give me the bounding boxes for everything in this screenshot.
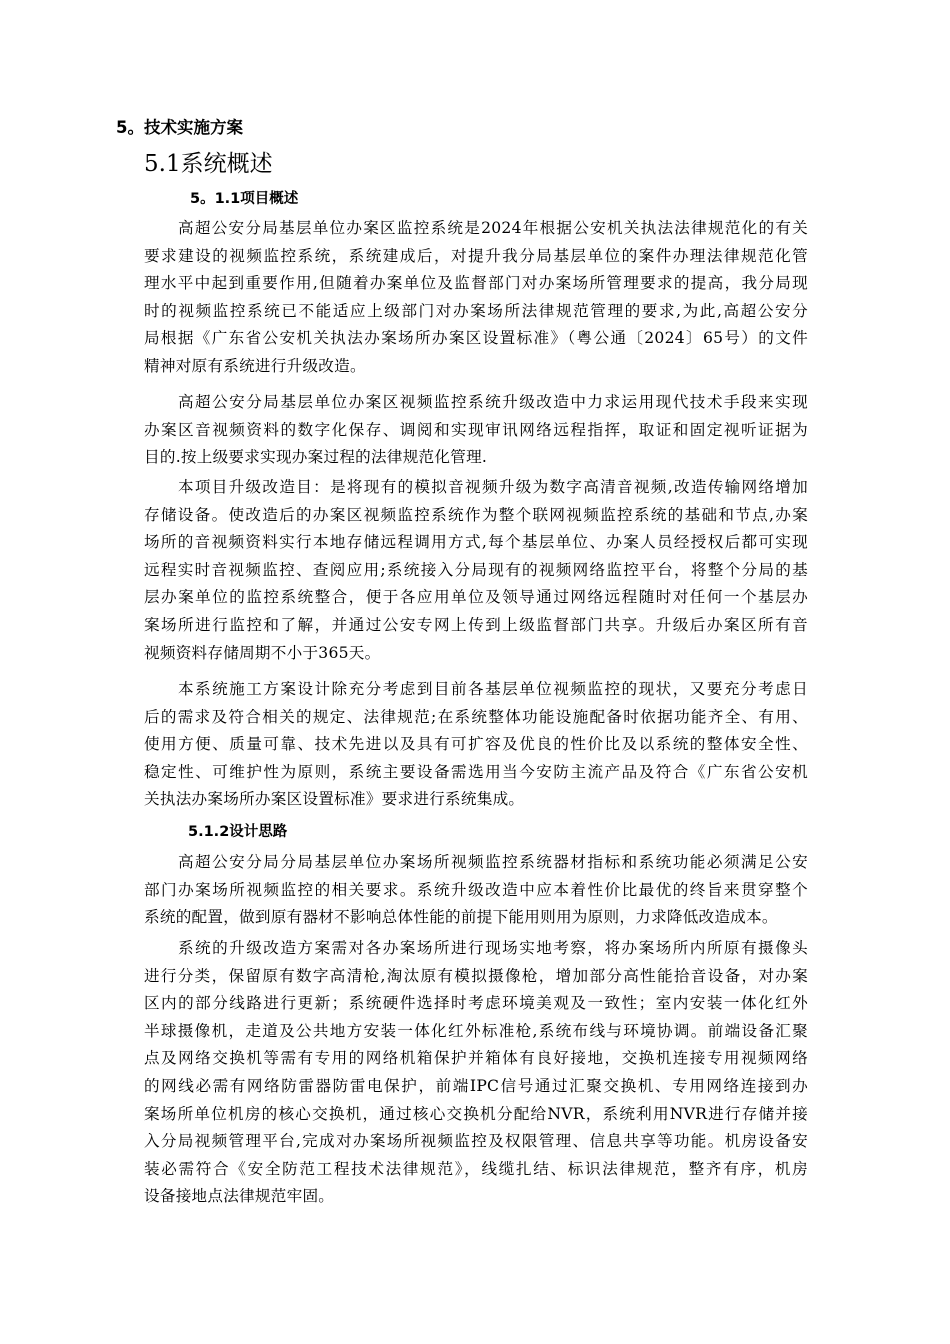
text-line: 本系统施工方案设计除充分考虑到目前各基层单位视频监控的现状，又要充分考虑日 xyxy=(178,680,808,698)
subsection-title-project-overview: 5。1.1项目概述 xyxy=(190,191,299,207)
text-line: 层办案单位的监控系统整合，便于各应用单位及领导通过网络远程随时对任何一个基层办 xyxy=(144,588,808,607)
text-line: 远程实时音视频监控、查阅应用;系统接入分局现有的视频网络监控平台，将整个分局的基 xyxy=(144,560,808,579)
text-line: 存储设备。使改造后的办案区视频监控系统作为整个联网视频监控系统的基础和节点,办案 xyxy=(144,505,808,524)
text-line: 部门办案场所视频监控的相关要求。系统升级改造中应本着性价比最优的终旨来贯穿整个 xyxy=(144,880,808,899)
section-heading: 5。技术实施方案 xyxy=(116,118,243,137)
text-line: 案场所单位机房的核心交换机，通过核心交换机分配给NVR，系统利用NVR进行存储并接 xyxy=(144,1104,808,1123)
text-line: 设备接地点法律规范牢固。 xyxy=(144,1187,335,1206)
text-line: 高超公安分局基层单位办案区监控系统是2024年根据公安机关执法法律规范化的有关 xyxy=(178,219,808,237)
text-line: 要求建设的视频监控系统，系统建成后，对提升我分局基层单位的案件办理法律规范化管 xyxy=(144,246,808,265)
text-line: 半球摄像机，走道及公共地方安装一体化红外标准枪,系统布线与环境协调。前端设备汇聚 xyxy=(144,1021,808,1040)
paragraph xyxy=(144,389,808,472)
paragraph xyxy=(144,474,808,667)
text-line: 理水平中起到重要作用,但随着办案单位及监督部门对办案场所管理要求的提高，我分局现 xyxy=(144,274,808,293)
paragraph xyxy=(144,849,808,932)
text-line: 目的.按上级要求实现办案过程的法律规范化管理. xyxy=(144,448,488,467)
text-line: 局根据《广东省公安机关执法办案场所办案区设置标准》（粤公通〔2024〕65号）的文件 xyxy=(144,329,808,348)
text-line: 精神对原有系统进行升级改造。 xyxy=(144,356,366,375)
text-line: 视频资料存储周期不小于365天。 xyxy=(144,643,381,662)
text-line: 入分局视频管理平台,完成对办案场所视频监控及权限管理、信息共享等功能。机房设备安 xyxy=(144,1132,808,1151)
text-line: 后的需求及符合相关的规定、法律规范;在系统整体功能设施配备时依据功能齐全、有用、 xyxy=(144,707,808,726)
paragraph xyxy=(144,676,808,814)
text-line: 关执法办案场所办案区设置标准》要求进行系统集成。 xyxy=(144,790,525,809)
text-line: 系统的配置，做到原有器材不影响总体性能的前提下能用则用为原则，力求降低改造成本。 xyxy=(144,908,778,927)
section-subheading: 5.1系统概述 xyxy=(144,151,273,177)
text-line: 场所的音视频资料实行本地存储远程调用方式,每个基层单位、办案人员经授权后都可实现 xyxy=(144,533,808,552)
subsection-title-design-approach: 5.1.2设计思路 xyxy=(188,824,288,840)
text-line: 稳定性、可维护性为原则，系统主要设备需选用当今安防主流产品及符合《广东省公安机 xyxy=(144,762,808,781)
text-line: 办案区音视频资料的数字化保存、调阅和实现审讯网络远程指挥，取证和固定视听证据为 xyxy=(144,420,808,439)
text-line: 的网线必需有网络防雷器防雷电保护，前端IPC信号通过汇聚交换机、专用网络连接到办 xyxy=(144,1076,808,1095)
text-line: 进行分类，保留原有数字高清枪,淘汰原有模拟摄像枪，增加部分高性能拾音设备，对办案 xyxy=(144,966,808,985)
text-line: 案场所进行监控和了解，并通过公安专网上传到上级监督部门共享。升级后办案区所有音 xyxy=(144,615,808,634)
text-line: 系统的升级改造方案需对各办案场所进行现场实地考察，将办案场所内所原有摄像头 xyxy=(178,939,808,957)
text-line: 装必需符合《安全防范工程技术法律规范》，线缆扎结、标识法律规范，整齐有序，机房 xyxy=(144,1159,808,1178)
text-line: 使用方便、质量可靠、技术先进以及具有可扩容及优良的性价比及以系统的整体安全性、 xyxy=(144,735,808,754)
text-line: 高超公安分局分局基层单位办案场所视频监控系统器材指标和系统功能必须满足公安 xyxy=(178,853,808,871)
text-line: 高超公安分局基层单位办案区视频监控系统升级改造中力求运用现代技术手段来实现 xyxy=(178,393,808,411)
text-line: 区内的部分线路进行更新；系统硬件选择时考虑环境美观及一致性；室内安装一体化红外 xyxy=(144,994,808,1013)
text-line: 本项目升级改造目：是将现有的模拟音视频升级为数字高清音视频,改造传输网络增加 xyxy=(178,478,808,496)
text-line: 点及网络交换机等需有专用的网络机箱保护并箱体有良好接地，交换机连接专用视频网络 xyxy=(144,1049,808,1068)
paragraph xyxy=(144,935,808,1211)
text-line: 时的视频监控系统已不能适应上级部门对办案场所法律规范管理的要求,为此,高超公安分 xyxy=(144,301,808,320)
paragraph xyxy=(144,215,808,381)
